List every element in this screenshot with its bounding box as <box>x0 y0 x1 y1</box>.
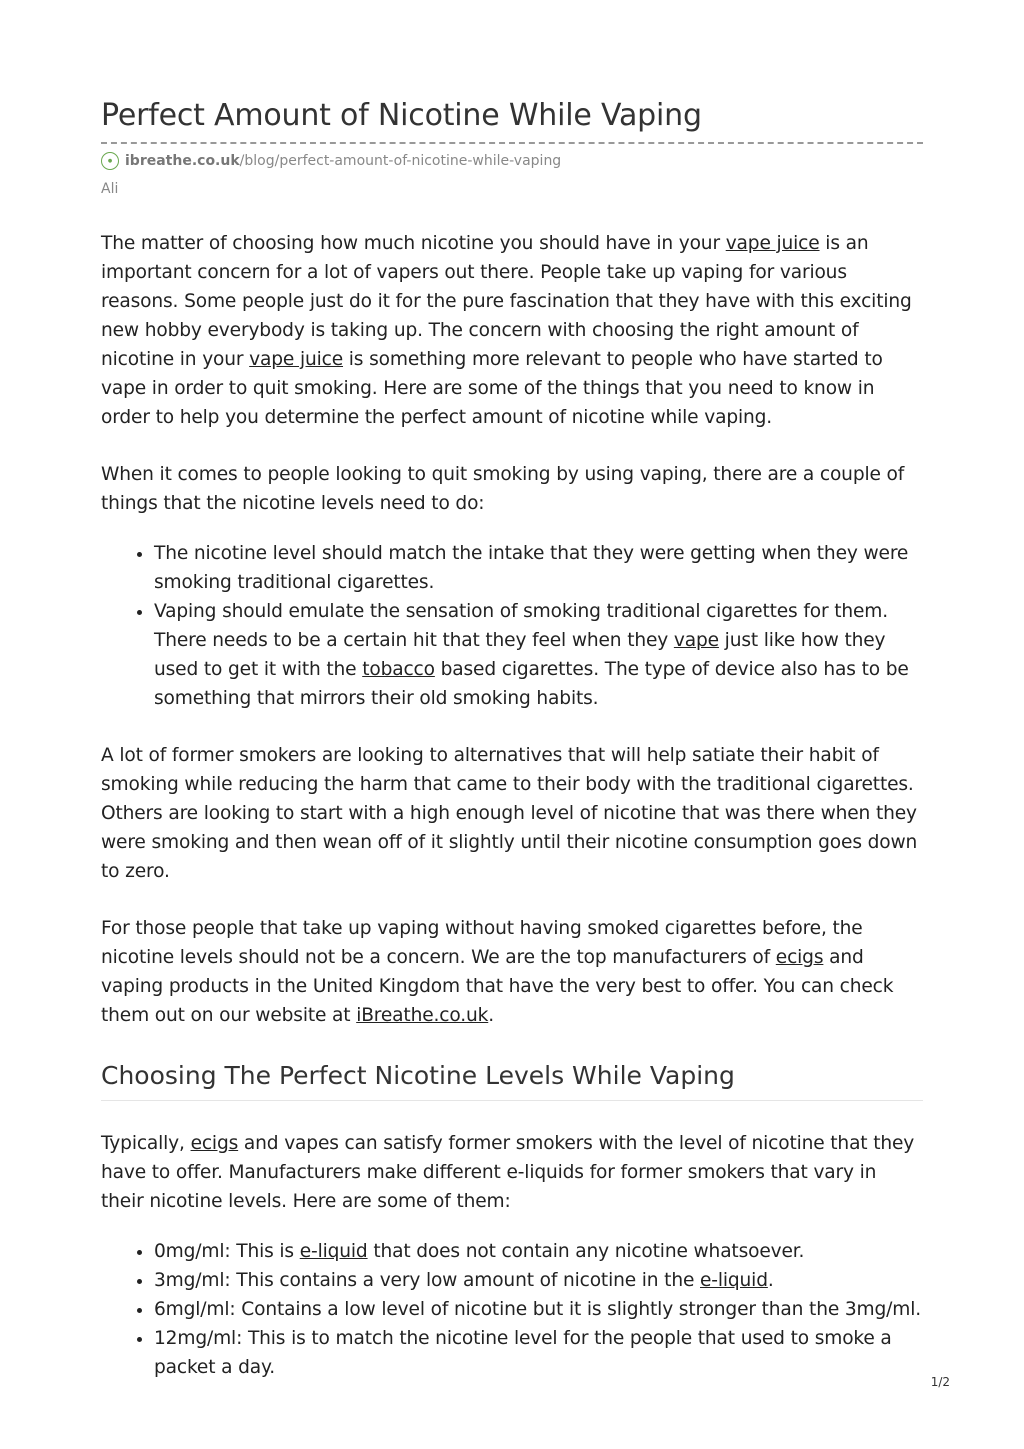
text-span: The matter of choosing how much nicotine you should have in your <box>101 233 726 254</box>
nicotine-levels-list <box>101 1237 923 1382</box>
vape-juice-link[interactable]: vape juice <box>249 349 344 370</box>
ibreathe-favicon-icon: ● <box>101 152 119 170</box>
text-span: and vaping products in the United Kingdom that have the very best to offer. You can check them out on our website at <box>101 947 894 1026</box>
article <box>101 96 923 1382</box>
page-title: Perfect Amount of Nicotine While Vaping <box>101 96 923 144</box>
ecigs-link[interactable]: ecigs <box>190 1133 239 1154</box>
text-span: that does not contain any nicotine whatsoever. <box>367 1241 805 1262</box>
paragraph-intro <box>101 229 923 432</box>
list-item: • The nicotine level should match the intake that they were getting when they were smoking traditional cigarettes. <box>154 539 923 597</box>
author: Ali <box>101 181 119 197</box>
text-span: just like how they used to get it with the <box>154 630 886 680</box>
e-liquid-link[interactable]: e-liquid <box>700 1270 768 1291</box>
text-span: is an important concern for a lot of vapers out there. People take up vaping for various reasons. Some people just do it for the pure fascination that they have with this exciting new hobby everybody is taking up. The concern with choosing the right amount of nicotine in your <box>101 233 912 370</box>
list-item <box>154 597 923 713</box>
text-span: is something more relevant to people who have started to vape in order to quit smoking. Here are some of the things that you need to know in order to help you determine the perfect amount of nicotine while vaping. <box>101 349 883 428</box>
ibreathe-website-link[interactable]: iBreathe.co.uk <box>356 1005 489 1026</box>
ecigs-link[interactable]: ecigs <box>775 947 824 968</box>
text-span: Typically, <box>101 1133 191 1154</box>
section-heading: Choosing The Perfect Nicotine Levels While Vaping <box>101 1058 923 1101</box>
text-span: 3mg/ml: This contains a very low amount of nicotine in the <box>154 1270 701 1291</box>
source-domain: ibreathe.co.uk <box>125 153 240 169</box>
paragraph-typically <box>101 1129 923 1216</box>
vape-link[interactable]: vape <box>673 630 719 651</box>
text-span: . <box>488 1005 495 1026</box>
text-span: and vapes can satisfy former smokers with the level of nicotine that they have to offer. Manufacturers make different e-liquids for former smokers that vary in their nicotine levels. Here are some of them: <box>101 1133 915 1212</box>
e-liquid-link[interactable]: e-liquid <box>299 1241 368 1262</box>
paragraph-quit-smoking: When it comes to people looking to quit smoking by using vaping, there are a couple of things that the nicotine levels need to do: <box>101 464 905 514</box>
vape-juice-link[interactable]: vape juice <box>725 233 820 254</box>
text-span: For those people that take up vaping without having smoked cigarettes before, the nicotine levels should not be a concern. We are the top manufacturers of <box>101 918 863 968</box>
paragraph-former-smokers: A lot of former smokers are looking to alternatives that will help satiate their habit of smoking while reducing the harm that came to their body with the traditional cigarettes. Others are looking to start with a high enough level of nicotine that was there when they were smoking and then wean off of it slightly until their nicotine consumption goes down to zero. <box>101 745 918 882</box>
text-span: . <box>767 1270 774 1291</box>
text-span: based cigarettes. The type of device also has to be something that mirrors their old smoking habits. <box>154 659 909 709</box>
text-span: 0mg/ml: This is <box>154 1241 300 1262</box>
list-item <box>154 1266 923 1295</box>
list-item: • 12mg/ml: This is to match the nicotine level for the people that used to smoke a packet a day. <box>154 1324 923 1382</box>
source-path: /blog/perfect-amount-of-nicotine-while-vaping <box>239 153 562 169</box>
tobacco-link[interactable]: tobacco <box>362 659 435 680</box>
nicotine-needs-list <box>101 539 923 713</box>
list-item: • 6mgl/ml: Contains a low level of nicotine but it is slightly stronger than the 3mg/ml. <box>154 1295 923 1324</box>
text-span: Vaping should emulate the sensation of smoking traditional cigarettes for them. There needs to be a certain hit that they feel when they <box>154 601 888 651</box>
page-number: 1/2 <box>930 1375 950 1389</box>
list-item <box>154 1237 923 1266</box>
paragraph-manufacturers <box>101 914 923 1030</box>
source-line <box>101 148 923 174</box>
